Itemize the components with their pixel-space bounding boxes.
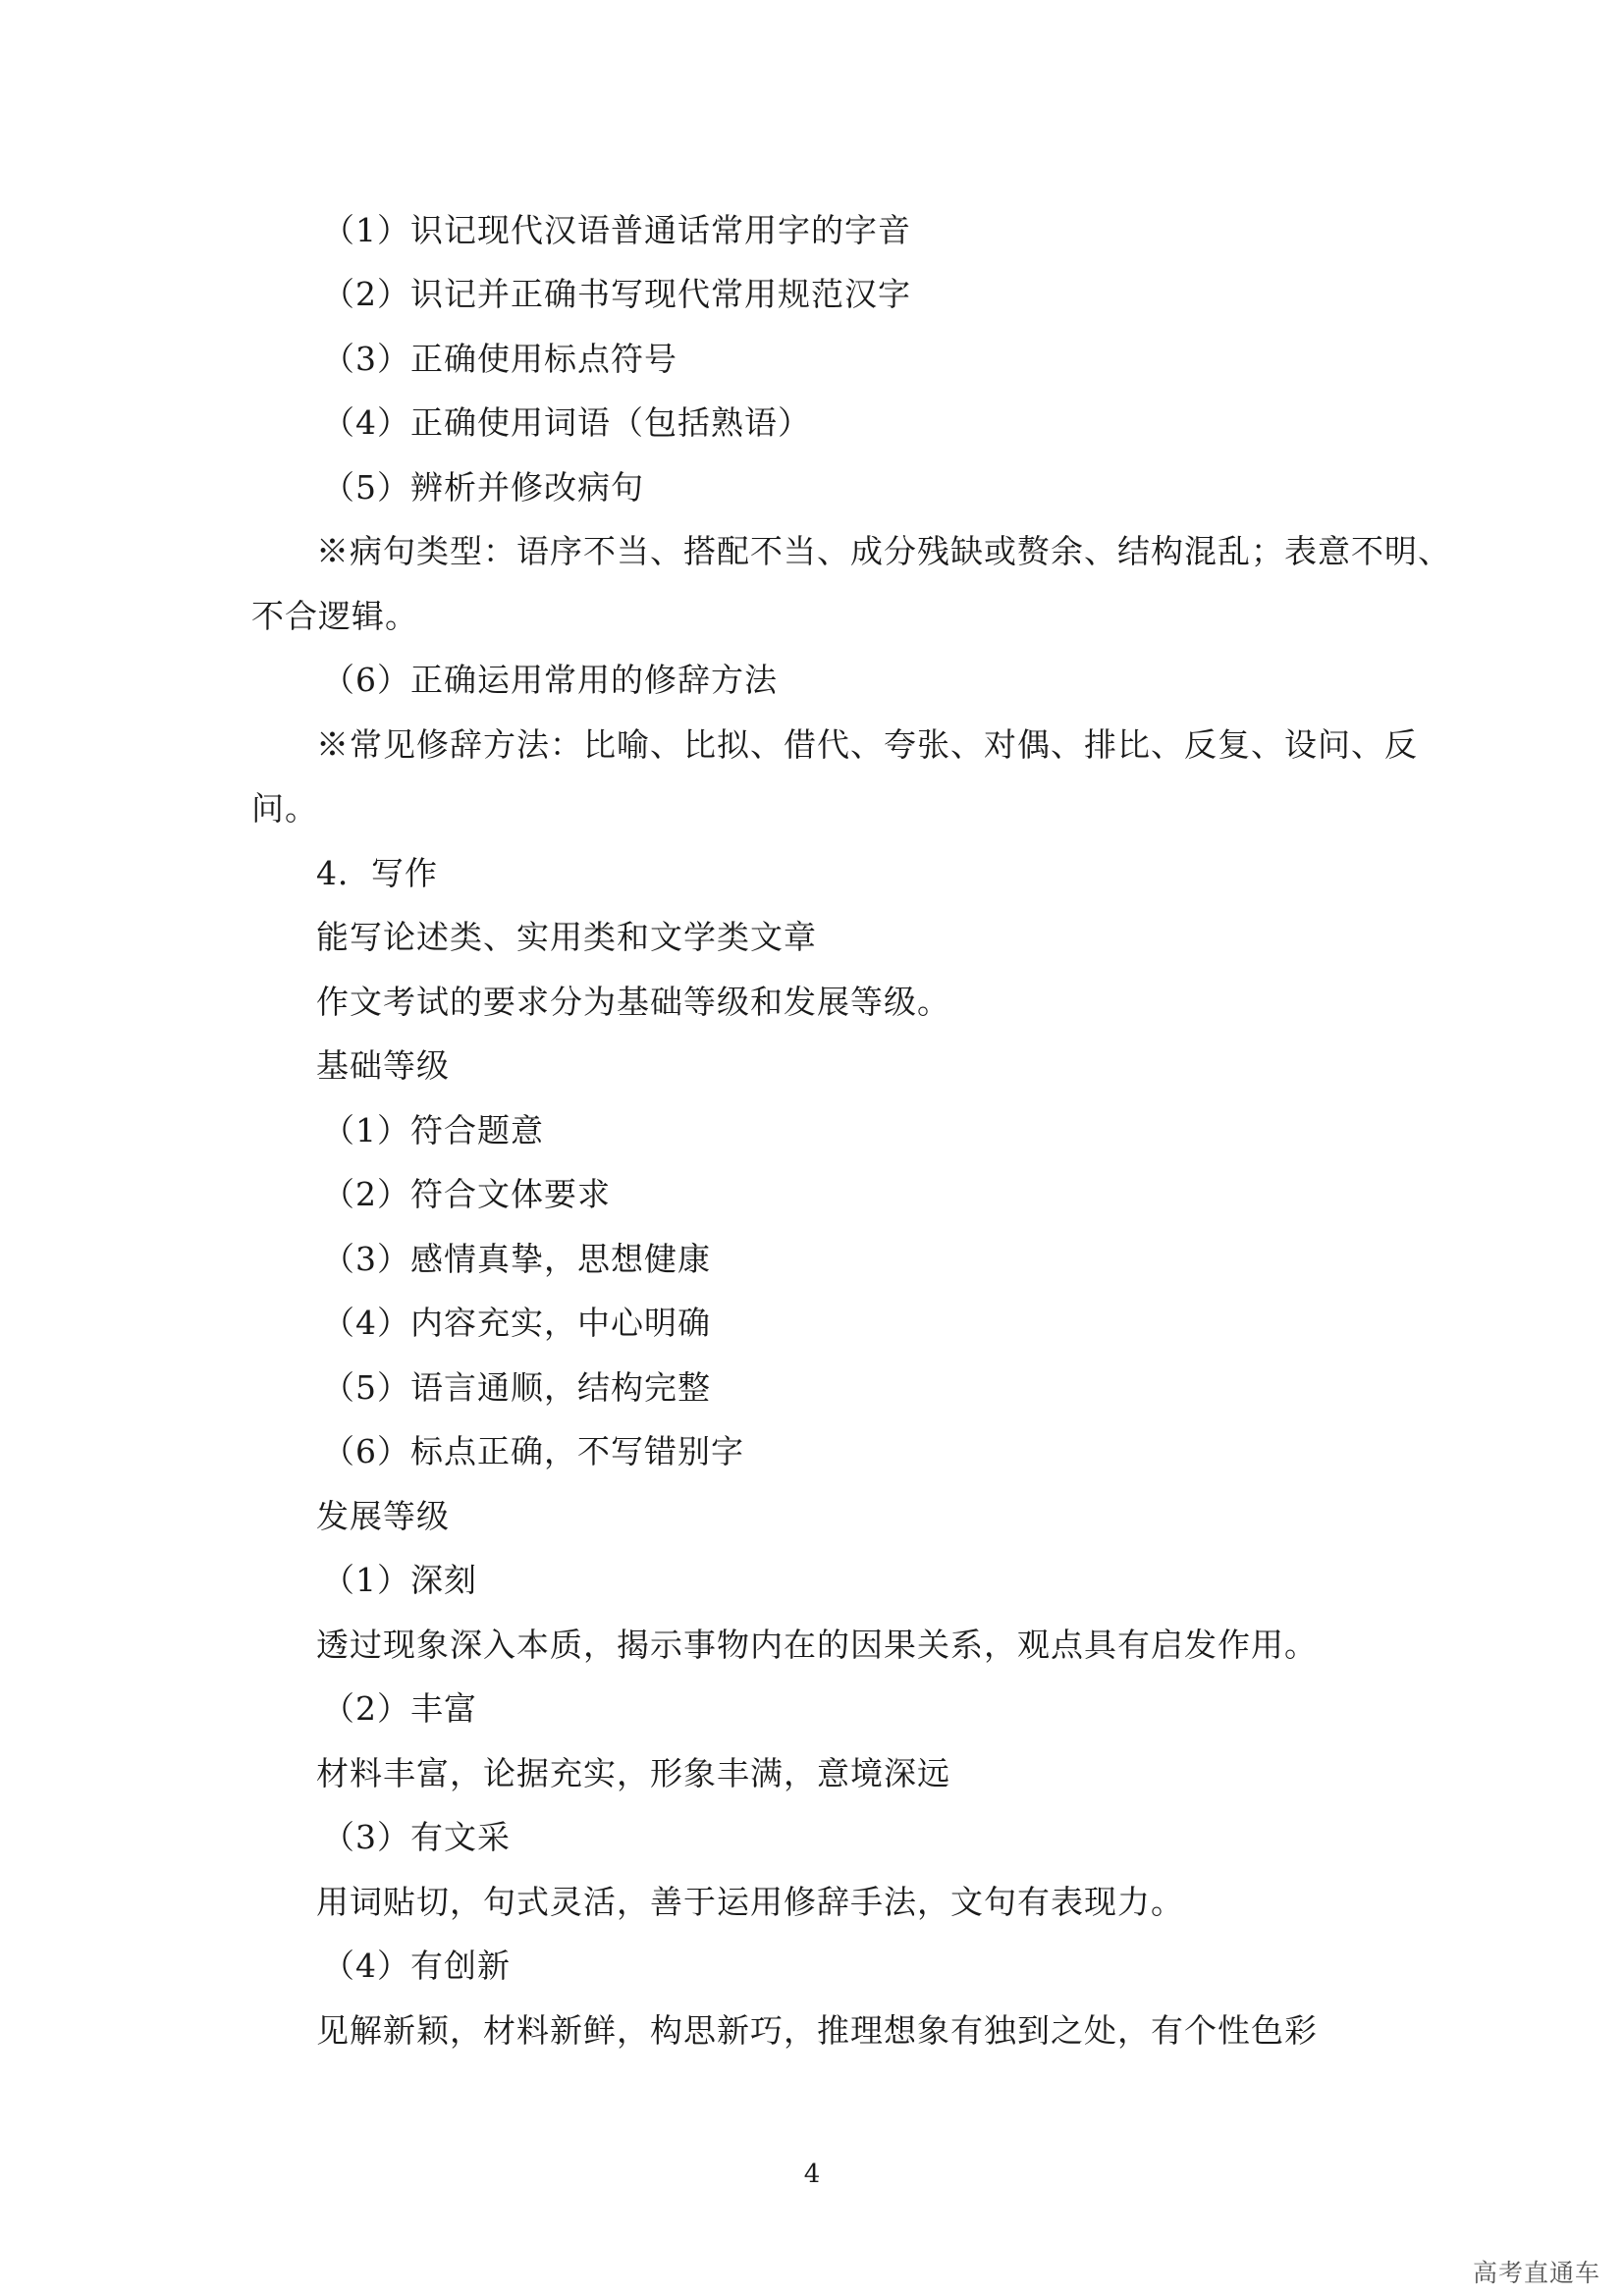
subsection-heading: 发展等级 — [316, 1497, 450, 1535]
text-line: （2）识记并正确书写现代常用规范汉字 — [322, 275, 911, 313]
text-line: （6）标点正确，不写错别字 — [322, 1432, 744, 1470]
text-line: ※常见修辞方法：比喻、比拟、借代、夸张、对偶、排比、反复、设问、反 — [316, 725, 1418, 764]
text-line: （3）有文采 — [322, 1818, 511, 1856]
text-line: （5）语言通顺，结构完整 — [322, 1368, 711, 1407]
text-line: （1）符合题意 — [322, 1111, 544, 1149]
text-line: （5）辨析并修改病句 — [322, 468, 644, 507]
text-line: 见解新颖，材料新鲜，构思新巧，推理想象有独到之处，有个性色彩 — [316, 2011, 1318, 2050]
section-heading: 4．写作 — [316, 854, 438, 892]
text-line: （1）深刻 — [322, 1561, 477, 1599]
text-line: （2）丰富 — [322, 1689, 477, 1728]
text-line: （3）正确使用标点符号 — [322, 340, 677, 378]
text-line: （4）正确使用词语（包括熟语） — [322, 403, 811, 442]
text-line: （6）正确运用常用的修辞方法 — [322, 661, 778, 699]
text-line: 作文考试的要求分为基础等级和发展等级。 — [316, 983, 950, 1021]
text-line: 问。 — [251, 789, 318, 828]
text-line: （4）有创新 — [322, 1947, 511, 1985]
text-line: 能写论述类、实用类和文学类文章 — [316, 918, 817, 956]
subsection-heading: 基础等级 — [316, 1046, 450, 1085]
text-line: 不合逻辑。 — [251, 597, 418, 635]
text-line: （1）识记现代汉语普通话常用字的字音 — [322, 211, 911, 249]
text-line: 透过现象深入本质，揭示事物内在的因果关系，观点具有启发作用。 — [316, 1626, 1318, 1664]
text-line: ※病句类型：语序不当、搭配不当、成分残缺或赘余、结构混乱；表意不明、 — [316, 532, 1451, 570]
page-number: 4 — [803, 2160, 821, 2189]
text-line: 材料丰富，论据充实，形象丰满，意境深远 — [316, 1754, 950, 1792]
text-line: （3）感情真挚，思想健康 — [322, 1240, 711, 1278]
text-line: 用词贴切，句式灵活，善于运用修辞手法，文句有表现力。 — [316, 1883, 1184, 1921]
text-line: （4）内容充实，中心明确 — [322, 1304, 711, 1342]
watermark: 高考直通车 — [1472, 2259, 1600, 2287]
text-line: （2）符合文体要求 — [322, 1175, 611, 1213]
